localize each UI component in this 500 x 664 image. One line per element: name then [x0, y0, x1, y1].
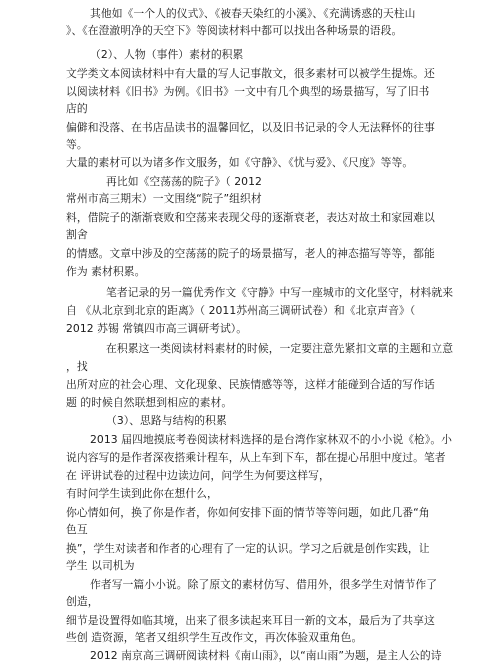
text-line: 色互 [66, 523, 88, 536]
text-line: 细节是设置得如临其境，出来了很多读起来耳目一新的文本，最后为了共享这 [66, 614, 435, 627]
text-line: 换”，学生对读者和作者的心理有了一定的认识。学习之后就是创作实践，让 [66, 542, 430, 555]
text-line: 自 《从北京到北京的距离》（ 2011苏州高三调研试卷）和《北京声音》（ [66, 304, 416, 317]
text-line: 偏僻和没落、在书店品读书的温馨回忆，以及旧书记录的令人无法释怀的往事 [66, 121, 435, 134]
text-line: 有时问学生读到此你在想什么， [66, 487, 218, 500]
text-line: 2012 南京高三调研阅读材料《南山雨》，以“南山雨”为题，是主人公的诗 [90, 649, 442, 662]
text-line: 料，借院子的渐渐衰败和空荡来表现父母的逐渐衰老，表达对故土和家园难以 [66, 211, 435, 224]
text-line: 创造， [66, 595, 99, 608]
text-line: 作者写一篇小小说。除了原文的素材仿写、借用外，很多学生对情节作了 [90, 578, 438, 591]
text-line: 》、《在澄澈明净的天空下》等阅读材料中都可以找出各种场景的语段。 [66, 24, 403, 37]
text-line: 以阅读材料《旧书》为例。《旧书》一文中有几个典型的场景描写，写了旧书 [66, 85, 430, 98]
text-line: 学生 以司机为 [66, 559, 135, 572]
text-line: 文学类文本阅读材料中有大量的写人记事散文，很多素材可以被学生提炼。还 [66, 67, 435, 80]
text-line: 题 的时候自然联想到相应的素材。 [66, 396, 233, 409]
text-line: 你心情如何，换了你是作者，你如何安排下面的情节等等问题，如此几番“角 [66, 506, 430, 519]
text-line: 作为 素材积累。 [66, 265, 146, 278]
text-line: 等。 [66, 138, 88, 151]
text-line: 笔者记录的另一篇优秀作文《守静》中写一座城市的文化坚守，材料就来 [106, 286, 454, 299]
section-heading: （3）、思路与结构的积累 [106, 414, 227, 427]
text-line: 出所对应的社会心理、文化现象、民族情感等等，这样才能碰到合适的写作话 [66, 378, 435, 391]
text-line: 在 评讲试卷的过程中边读边问，问学生为何要这样写， [66, 469, 330, 482]
text-line: 2012 苏锡 常镇四市高三调研考试）。 [66, 322, 248, 335]
text-line: 再比如《空荡荡的院子》（ 2012 [106, 175, 262, 188]
text-line: ，找 [66, 360, 88, 373]
text-line: 的情感。文章中涉及的空荡荡的院子的场景描写，老人的神态描写等等，都能 [66, 247, 435, 260]
text-line: 2013 届四地摸底考卷阅读材料选择的是台湾作家林双不的小小说《枪》。小 [90, 433, 453, 446]
section-heading: （2）、人物（事件）素材的积累 [90, 48, 244, 61]
text-line: 其他如《一个人的仪式》、《被春天染红的小溪》、《充满诱惑的天柱山 [90, 7, 416, 20]
text-line: 大量的素材可以为诸多作文服务，如《守静》、《忧与爱》、《尺度》等等。 [66, 156, 414, 169]
text-line: 割舍 [66, 228, 88, 241]
text-line: 常州市高三期末）一文围绕“院子”组织材 [66, 192, 262, 205]
text-line: 说内容写的是作者深夜搭乘计程车，从上车到下车，都在提心吊胆中度过。笔者 [66, 451, 446, 464]
text-line: 些创 造资源，笔者又组织学生互改作文，再次体验双重角色。 [66, 631, 363, 644]
text-line: 在积累这一类阅读材料素材的时候，一定要注意先紧扣文章的主题和立意 [106, 342, 454, 355]
text-line: 店的 [66, 102, 88, 115]
